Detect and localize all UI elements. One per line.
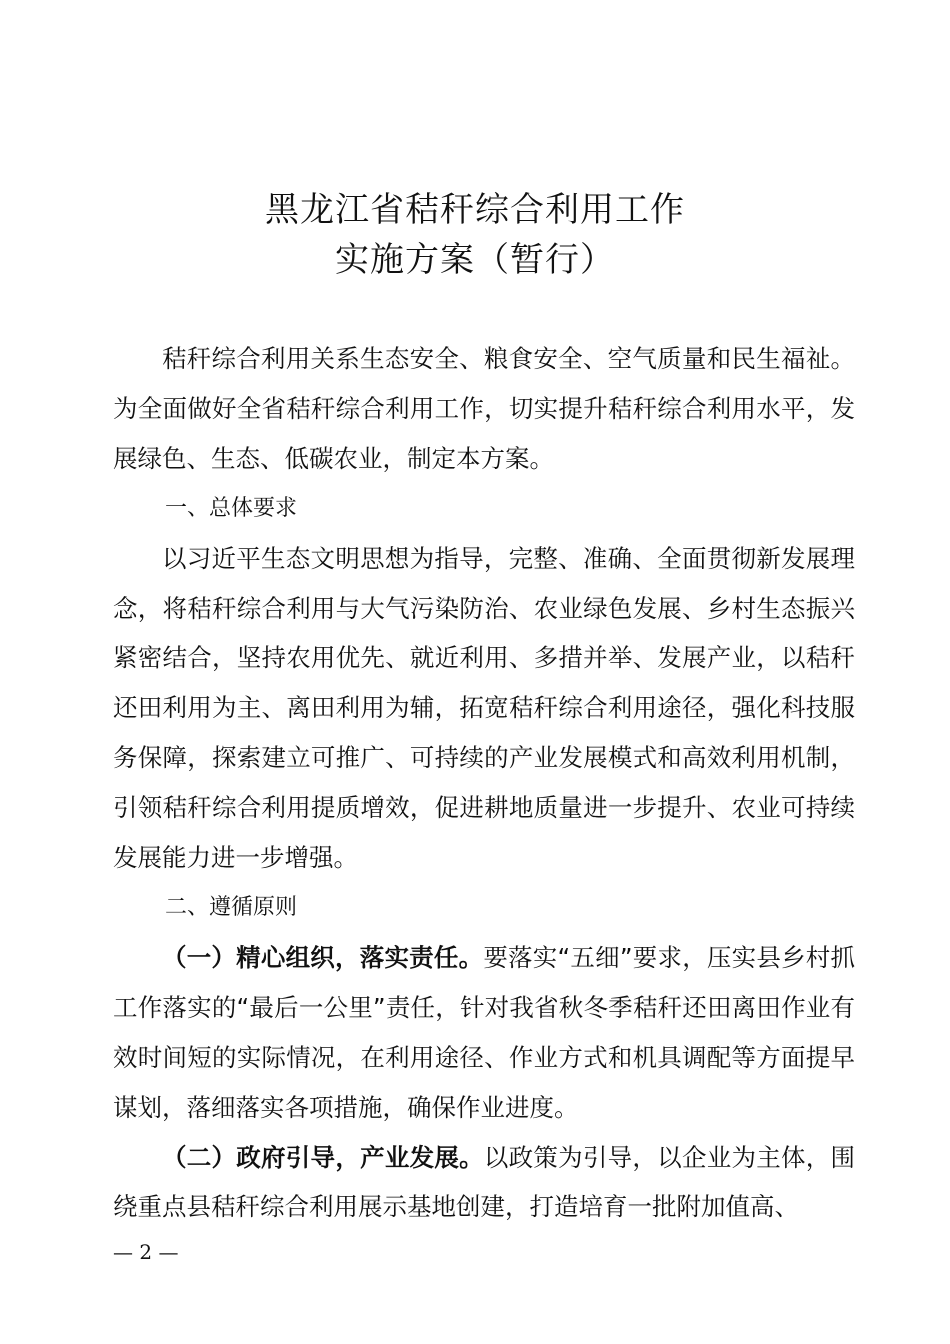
principle-2-text: 以政策为引导，以企业为主体，围绕重点县秸秆综合利用展示基地创建，打造培育一批附加值高、 [113, 1142, 856, 1222]
principle-1-text: 要落实“五细”要求，压实县乡村抓工作落实的“最后一公里”责任，针对我省秋冬季秸秆还田离田作业有效时间短的实际情况，在利用途径、作业方式和机具调配等方面提早谋划，落细落实各项措施，确保作业进度。 [113, 942, 856, 1122]
principle-2-paragraph [113, 1133, 855, 1233]
principle-2-lead: （二）政府引导，产业发展。 [162, 1142, 484, 1172]
document-body [113, 334, 855, 1232]
document-title-line2: 实施方案（暂行） [335, 240, 615, 280]
section1-paragraph: 以习近平生态文明思想为指导，完整、准确、全面贯彻新发展理念，将秸秆综合利用与大气污染防治、农业绿色发展、乡村生态振兴紧密结合，坚持农用优先、就近利用、多措并举、发展产业，以秸秆还田利用为主、离田利用为辅，拓宽秸秆综合利用途径，强化科技服务保障，探索建立可推广、可持续的产业发展模式和高效利用机制，引领秸秆综合利用提质增效，促进耕地质量进一步提升、农业可持续发展能力进一步增强。 [113, 543, 855, 873]
principle-1-paragraph [113, 933, 855, 1133]
section1-heading: 一、总体要求 [165, 495, 298, 521]
principle-1-lead: （一）精心组织，落实责任。 [162, 942, 484, 972]
section2-heading: 二、遵循原则 [165, 894, 298, 920]
intro-paragraph: 秸秆综合利用关系生态安全、粮食安全、空气质量和民生福祉。为全面做好全省秸秆综合利用工作，切实提升秸秆综合利用水平，发展绿色、生态、低碳农业，制定本方案。 [113, 344, 855, 473]
document-title-line1: 黑龙江省秸秆综合利用工作 [265, 190, 685, 230]
page-number: — 2 — [113, 1240, 179, 1264]
